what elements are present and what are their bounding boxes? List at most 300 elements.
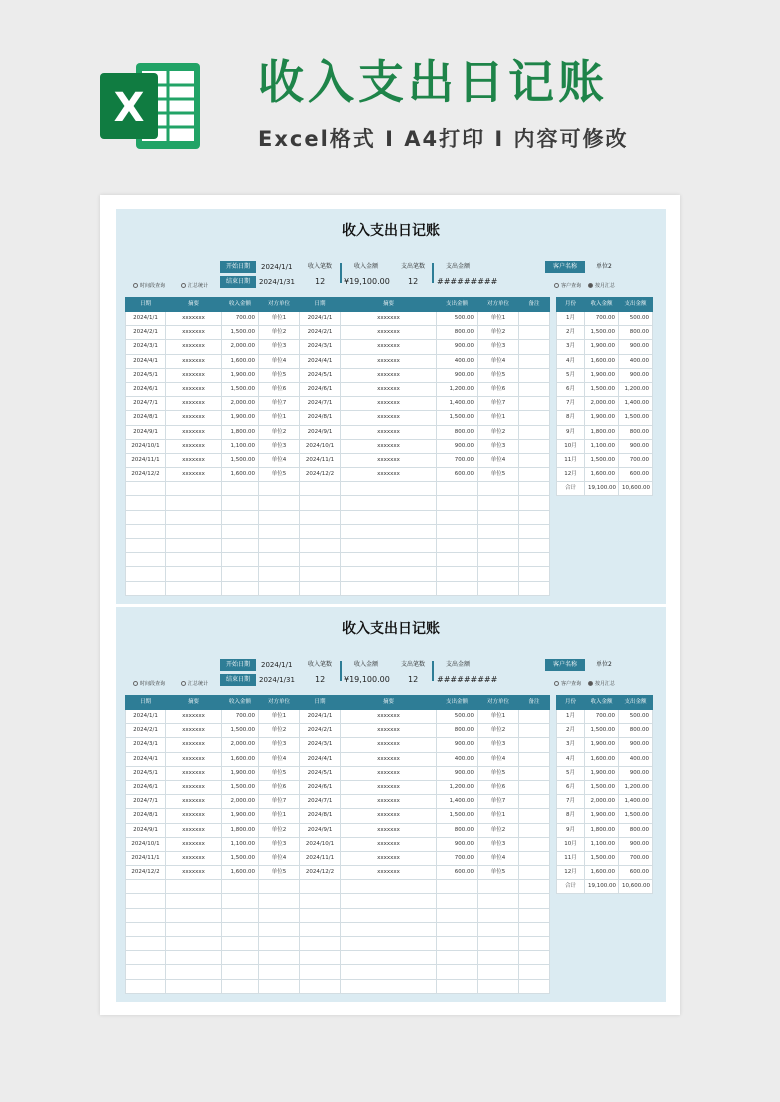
table-cell[interactable] — [437, 880, 478, 894]
table-cell[interactable] — [519, 823, 550, 837]
table-cell[interactable]: 2024/10/1 — [300, 439, 341, 453]
table-cell[interactable] — [222, 979, 259, 993]
table-cell[interactable]: 2024/12/2 — [300, 468, 341, 482]
table-cell[interactable]: 单位4 — [259, 453, 300, 467]
table-cell[interactable]: 1,500.00 — [222, 382, 259, 396]
table-cell[interactable]: 单位5 — [478, 468, 519, 482]
table-cell[interactable]: 单位2 — [478, 326, 519, 340]
table-cell[interactable] — [166, 908, 222, 922]
start-date-value[interactable]: 2024/1/1 — [261, 661, 293, 669]
table-cell[interactable]: xxxxxxx — [166, 766, 222, 780]
table-cell[interactable] — [300, 567, 341, 581]
table-cell[interactable]: 1,500.00 — [222, 453, 259, 467]
table-cell[interactable]: xxxxxxx — [166, 780, 222, 794]
table-cell[interactable] — [519, 965, 550, 979]
table-cell[interactable] — [519, 354, 550, 368]
table-cell[interactable]: 单位3 — [478, 340, 519, 354]
table-cell[interactable] — [259, 922, 300, 936]
table-cell[interactable] — [300, 524, 341, 538]
table-cell[interactable] — [166, 567, 222, 581]
table-cell[interactable]: 2024/4/1 — [126, 354, 166, 368]
table-cell[interactable]: 2024/6/1 — [300, 382, 341, 396]
table-cell[interactable] — [519, 851, 550, 865]
table-cell[interactable] — [300, 979, 341, 993]
table-cell[interactable]: xxxxxxx — [166, 326, 222, 340]
table-cell[interactable] — [126, 951, 166, 965]
table-cell[interactable]: 2024/7/1 — [126, 795, 166, 809]
table-cell[interactable] — [126, 510, 166, 524]
table-cell[interactable]: xxxxxxx — [166, 397, 222, 411]
table-cell[interactable] — [341, 539, 437, 553]
table-cell[interactable] — [300, 951, 341, 965]
table-cell[interactable] — [519, 411, 550, 425]
table-cell[interactable]: 1,800.00 — [222, 425, 259, 439]
table-cell[interactable]: xxxxxxx — [341, 326, 437, 340]
table-cell[interactable]: 1,200.00 — [437, 382, 478, 396]
table-cell[interactable]: 900.00 — [437, 340, 478, 354]
table-cell[interactable] — [166, 979, 222, 993]
table-cell[interactable] — [126, 908, 166, 922]
column-header[interactable]: 日期 — [300, 298, 341, 312]
table-cell[interactable]: xxxxxxx — [166, 752, 222, 766]
client-name-value[interactable]: 单位2 — [596, 263, 612, 270]
table-cell[interactable] — [222, 581, 259, 595]
table-cell[interactable] — [300, 553, 341, 567]
table-cell[interactable] — [437, 482, 478, 496]
column-header[interactable]: 摘要 — [341, 696, 437, 710]
table-cell[interactable]: 单位3 — [478, 439, 519, 453]
table-cell[interactable] — [222, 524, 259, 538]
table-cell[interactable]: 1,900.00 — [222, 809, 259, 823]
column-header[interactable]: 日期 — [126, 696, 166, 710]
table-cell[interactable]: 单位6 — [259, 382, 300, 396]
client-name-value[interactable]: 单位2 — [596, 661, 612, 668]
table-cell[interactable] — [126, 496, 166, 510]
table-cell[interactable] — [478, 539, 519, 553]
table-cell[interactable] — [222, 908, 259, 922]
table-cell[interactable] — [166, 581, 222, 595]
table-cell[interactable] — [478, 524, 519, 538]
table-cell[interactable]: 700.00 — [437, 453, 478, 467]
table-cell[interactable] — [341, 880, 437, 894]
table-cell[interactable] — [519, 453, 550, 467]
table-cell[interactable] — [519, 340, 550, 354]
table-cell[interactable] — [166, 482, 222, 496]
table-cell[interactable]: 单位2 — [259, 425, 300, 439]
table-cell[interactable] — [166, 937, 222, 951]
table-cell[interactable] — [166, 553, 222, 567]
table-cell[interactable] — [222, 510, 259, 524]
radio-time-range[interactable]: 时间段查询 — [133, 680, 165, 688]
table-cell[interactable]: 2024/7/1 — [300, 795, 341, 809]
table-cell[interactable]: 700.00 — [437, 851, 478, 865]
table-cell[interactable]: xxxxxxx — [341, 724, 437, 738]
table-cell[interactable]: 2024/6/1 — [126, 382, 166, 396]
table-cell[interactable]: 2024/11/1 — [126, 453, 166, 467]
table-cell[interactable]: 1,100.00 — [222, 837, 259, 851]
table-cell[interactable] — [519, 581, 550, 595]
table-cell[interactable]: 2024/1/1 — [300, 312, 341, 326]
table-cell[interactable] — [478, 496, 519, 510]
table-cell[interactable] — [222, 880, 259, 894]
table-cell[interactable] — [519, 866, 550, 880]
table-cell[interactable]: 单位4 — [259, 752, 300, 766]
table-cell[interactable]: 1,100.00 — [222, 439, 259, 453]
table-cell[interactable] — [519, 425, 550, 439]
column-header[interactable]: 日期 — [300, 696, 341, 710]
column-header[interactable]: 备注 — [519, 696, 550, 710]
table-cell[interactable] — [300, 965, 341, 979]
table-cell[interactable]: 单位4 — [478, 851, 519, 865]
table-cell[interactable]: 单位1 — [478, 710, 519, 724]
table-cell[interactable] — [437, 965, 478, 979]
table-cell[interactable] — [259, 482, 300, 496]
table-cell[interactable]: 2024/1/1 — [300, 710, 341, 724]
table-cell[interactable] — [519, 752, 550, 766]
table-cell[interactable]: xxxxxxx — [341, 837, 437, 851]
table-cell[interactable] — [300, 937, 341, 951]
radio-client-query[interactable]: 客户查询 — [554, 282, 581, 290]
table-cell[interactable] — [519, 553, 550, 567]
table-cell[interactable] — [519, 738, 550, 752]
table-cell[interactable] — [519, 710, 550, 724]
table-cell[interactable]: xxxxxxx — [166, 411, 222, 425]
table-cell[interactable]: 2024/9/1 — [300, 823, 341, 837]
end-date-value[interactable]: 2024/1/31 — [259, 278, 295, 286]
column-header[interactable]: 收入金额 — [222, 696, 259, 710]
table-cell[interactable]: xxxxxxx — [341, 738, 437, 752]
table-cell[interactable] — [222, 951, 259, 965]
table-cell[interactable]: 2024/4/1 — [126, 752, 166, 766]
table-cell[interactable] — [166, 496, 222, 510]
table-cell[interactable] — [126, 979, 166, 993]
table-cell[interactable]: 2024/10/1 — [126, 837, 166, 851]
table-cell[interactable]: 2024/2/1 — [126, 326, 166, 340]
table-cell[interactable]: 单位2 — [478, 724, 519, 738]
radio-monthly-summary[interactable]: 按月汇总 — [588, 680, 615, 688]
table-cell[interactable]: xxxxxxx — [166, 851, 222, 865]
table-cell[interactable]: 单位5 — [478, 766, 519, 780]
table-cell[interactable] — [519, 468, 550, 482]
table-cell[interactable] — [166, 880, 222, 894]
table-cell[interactable]: 1,800.00 — [222, 823, 259, 837]
table-cell[interactable] — [300, 496, 341, 510]
table-cell[interactable] — [126, 482, 166, 496]
table-cell[interactable]: 600.00 — [437, 468, 478, 482]
table-cell[interactable] — [126, 894, 166, 908]
table-cell[interactable]: 400.00 — [437, 354, 478, 368]
table-cell[interactable] — [222, 922, 259, 936]
table-cell[interactable] — [259, 553, 300, 567]
table-cell[interactable]: 单位4 — [478, 453, 519, 467]
table-cell[interactable] — [166, 894, 222, 908]
table-cell[interactable] — [519, 524, 550, 538]
table-cell[interactable]: 2024/10/1 — [126, 439, 166, 453]
table-cell[interactable] — [519, 937, 550, 951]
table-cell[interactable]: 800.00 — [437, 326, 478, 340]
table-cell[interactable]: xxxxxxx — [166, 312, 222, 326]
table-cell[interactable]: 单位1 — [478, 809, 519, 823]
column-header[interactable]: 支出金额 — [437, 298, 478, 312]
table-cell[interactable] — [478, 567, 519, 581]
table-cell[interactable]: 500.00 — [437, 710, 478, 724]
table-cell[interactable]: 单位6 — [478, 780, 519, 794]
column-header[interactable]: 摘要 — [166, 696, 222, 710]
table-cell[interactable]: 2024/2/1 — [300, 326, 341, 340]
table-cell[interactable]: xxxxxxx — [166, 724, 222, 738]
table-cell[interactable]: 900.00 — [437, 738, 478, 752]
table-cell[interactable]: 1,400.00 — [437, 397, 478, 411]
table-cell[interactable] — [437, 524, 478, 538]
table-cell[interactable] — [437, 922, 478, 936]
table-cell[interactable] — [519, 894, 550, 908]
table-cell[interactable]: 2024/8/1 — [300, 411, 341, 425]
table-cell[interactable]: 2024/1/1 — [126, 312, 166, 326]
table-cell[interactable] — [437, 553, 478, 567]
table-cell[interactable] — [341, 482, 437, 496]
table-cell[interactable]: 2024/6/1 — [300, 780, 341, 794]
table-cell[interactable]: 单位1 — [259, 411, 300, 425]
table-cell[interactable] — [519, 979, 550, 993]
table-cell[interactable]: 单位5 — [478, 866, 519, 880]
table-cell[interactable] — [300, 482, 341, 496]
table-cell[interactable]: xxxxxxx — [341, 312, 437, 326]
table-cell[interactable] — [519, 724, 550, 738]
table-cell[interactable]: 2024/12/2 — [126, 866, 166, 880]
table-cell[interactable]: xxxxxxx — [166, 468, 222, 482]
table-cell[interactable]: 1,200.00 — [437, 780, 478, 794]
table-cell[interactable]: 单位5 — [259, 368, 300, 382]
column-header[interactable]: 日期 — [126, 298, 166, 312]
table-cell[interactable]: 2,000.00 — [222, 795, 259, 809]
table-cell[interactable]: 2024/9/1 — [300, 425, 341, 439]
table-cell[interactable]: 2024/11/1 — [126, 851, 166, 865]
radio-client-query[interactable]: 客户查询 — [554, 680, 581, 688]
table-cell[interactable]: 单位2 — [259, 326, 300, 340]
table-cell[interactable] — [437, 894, 478, 908]
table-cell[interactable] — [126, 567, 166, 581]
table-cell[interactable]: 单位1 — [478, 411, 519, 425]
table-cell[interactable] — [519, 951, 550, 965]
table-cell[interactable]: xxxxxxx — [341, 425, 437, 439]
table-cell[interactable]: 1,500.00 — [222, 326, 259, 340]
table-cell[interactable] — [519, 397, 550, 411]
table-cell[interactable]: 2024/8/1 — [300, 809, 341, 823]
table-cell[interactable] — [166, 922, 222, 936]
table-cell[interactable] — [300, 908, 341, 922]
table-cell[interactable] — [166, 524, 222, 538]
table-cell[interactable] — [341, 951, 437, 965]
table-cell[interactable]: 2,000.00 — [222, 397, 259, 411]
table-cell[interactable] — [478, 510, 519, 524]
table-cell[interactable] — [259, 908, 300, 922]
table-cell[interactable] — [437, 979, 478, 993]
table-cell[interactable] — [478, 894, 519, 908]
table-cell[interactable]: 2024/2/1 — [300, 724, 341, 738]
table-cell[interactable]: 单位5 — [478, 368, 519, 382]
table-cell[interactable]: 2024/5/1 — [300, 368, 341, 382]
table-cell[interactable] — [126, 553, 166, 567]
table-cell[interactable] — [166, 951, 222, 965]
table-cell[interactable]: xxxxxxx — [166, 439, 222, 453]
table-cell[interactable]: xxxxxxx — [341, 468, 437, 482]
table-cell[interactable]: 单位7 — [259, 397, 300, 411]
table-cell[interactable] — [259, 894, 300, 908]
column-header[interactable]: 摘要 — [166, 298, 222, 312]
table-cell[interactable] — [519, 567, 550, 581]
table-cell[interactable]: xxxxxxx — [341, 780, 437, 794]
table-cell[interactable]: 800.00 — [437, 823, 478, 837]
table-cell[interactable]: 单位1 — [478, 312, 519, 326]
table-cell[interactable] — [478, 937, 519, 951]
table-cell[interactable]: 1,900.00 — [222, 766, 259, 780]
table-cell[interactable] — [222, 482, 259, 496]
table-cell[interactable] — [519, 837, 550, 851]
column-header[interactable]: 收入金额 — [222, 298, 259, 312]
column-header[interactable]: 对方单位 — [478, 696, 519, 710]
table-cell[interactable]: 600.00 — [437, 866, 478, 880]
end-date-value[interactable]: 2024/1/31 — [259, 676, 295, 684]
table-cell[interactable] — [341, 553, 437, 567]
table-cell[interactable]: xxxxxxx — [341, 368, 437, 382]
table-cell[interactable]: xxxxxxx — [341, 411, 437, 425]
table-cell[interactable] — [519, 326, 550, 340]
table-cell[interactable]: 2024/6/1 — [126, 780, 166, 794]
table-cell[interactable] — [259, 965, 300, 979]
table-cell[interactable]: 700.00 — [222, 710, 259, 724]
table-cell[interactable]: 1,500.00 — [437, 809, 478, 823]
table-cell[interactable]: 700.00 — [222, 312, 259, 326]
table-cell[interactable] — [437, 937, 478, 951]
table-cell[interactable] — [519, 439, 550, 453]
table-cell[interactable]: xxxxxxx — [166, 837, 222, 851]
table-cell[interactable]: xxxxxxx — [166, 425, 222, 439]
table-cell[interactable]: 2024/5/1 — [300, 766, 341, 780]
table-cell[interactable]: 1,500.00 — [222, 724, 259, 738]
table-cell[interactable] — [341, 922, 437, 936]
table-cell[interactable]: 单位7 — [259, 795, 300, 809]
table-cell[interactable]: xxxxxxx — [341, 397, 437, 411]
table-cell[interactable]: 2,000.00 — [222, 340, 259, 354]
radio-summary[interactable]: 汇总统计 — [181, 680, 208, 688]
table-cell[interactable]: 1,500.00 — [437, 411, 478, 425]
table-cell[interactable]: 900.00 — [437, 368, 478, 382]
table-cell[interactable]: 500.00 — [437, 312, 478, 326]
radio-time-range[interactable]: 时间段查询 — [133, 282, 165, 290]
table-cell[interactable] — [478, 951, 519, 965]
table-cell[interactable]: 1,500.00 — [222, 780, 259, 794]
table-cell[interactable] — [519, 482, 550, 496]
table-cell[interactable]: 2024/3/1 — [300, 340, 341, 354]
table-cell[interactable] — [341, 581, 437, 595]
table-cell[interactable]: 1,600.00 — [222, 354, 259, 368]
column-header[interactable]: 支出金额 — [437, 696, 478, 710]
table-cell[interactable]: xxxxxxx — [341, 823, 437, 837]
table-cell[interactable]: 单位3 — [259, 340, 300, 354]
table-cell[interactable]: 2024/8/1 — [126, 809, 166, 823]
table-cell[interactable] — [166, 965, 222, 979]
start-date-value[interactable]: 2024/1/1 — [261, 263, 293, 271]
table-cell[interactable]: 单位6 — [478, 382, 519, 396]
table-cell[interactable] — [341, 979, 437, 993]
table-cell[interactable]: 2024/9/1 — [126, 425, 166, 439]
table-cell[interactable]: xxxxxxx — [341, 382, 437, 396]
table-cell[interactable] — [341, 524, 437, 538]
table-cell[interactable] — [437, 496, 478, 510]
table-cell[interactable]: 1,900.00 — [222, 368, 259, 382]
table-cell[interactable] — [341, 965, 437, 979]
table-cell[interactable] — [222, 894, 259, 908]
table-cell[interactable] — [478, 965, 519, 979]
table-cell[interactable]: xxxxxxx — [341, 766, 437, 780]
table-cell[interactable]: xxxxxxx — [341, 439, 437, 453]
table-cell[interactable]: xxxxxxx — [166, 340, 222, 354]
table-cell[interactable]: 1,600.00 — [222, 468, 259, 482]
table-cell[interactable]: 单位5 — [259, 766, 300, 780]
table-cell[interactable]: 单位4 — [259, 851, 300, 865]
table-cell[interactable]: 单位2 — [478, 425, 519, 439]
table-cell[interactable] — [300, 922, 341, 936]
table-cell[interactable] — [341, 894, 437, 908]
table-cell[interactable]: xxxxxxx — [341, 752, 437, 766]
table-cell[interactable]: 单位4 — [478, 752, 519, 766]
table-cell[interactable]: xxxxxxx — [166, 795, 222, 809]
table-cell[interactable] — [259, 951, 300, 965]
table-cell[interactable] — [519, 795, 550, 809]
table-cell[interactable] — [341, 510, 437, 524]
table-cell[interactable]: 2024/7/1 — [126, 397, 166, 411]
table-cell[interactable]: 1,600.00 — [222, 866, 259, 880]
table-cell[interactable] — [222, 539, 259, 553]
table-cell[interactable]: xxxxxxx — [341, 453, 437, 467]
table-cell[interactable] — [478, 880, 519, 894]
table-cell[interactable] — [222, 567, 259, 581]
table-cell[interactable] — [259, 880, 300, 894]
table-cell[interactable]: 单位1 — [259, 809, 300, 823]
table-cell[interactable]: 单位3 — [478, 738, 519, 752]
table-cell[interactable]: 单位3 — [259, 837, 300, 851]
table-cell[interactable]: 1,900.00 — [222, 411, 259, 425]
table-cell[interactable] — [519, 780, 550, 794]
table-cell[interactable] — [126, 581, 166, 595]
table-cell[interactable] — [126, 922, 166, 936]
table-cell[interactable]: 单位2 — [259, 823, 300, 837]
table-cell[interactable] — [437, 510, 478, 524]
radio-monthly-summary[interactable]: 按月汇总 — [588, 282, 615, 290]
table-cell[interactable] — [437, 539, 478, 553]
table-cell[interactable]: 800.00 — [437, 425, 478, 439]
table-cell[interactable]: xxxxxxx — [166, 453, 222, 467]
table-cell[interactable] — [126, 965, 166, 979]
column-header[interactable]: 备注 — [519, 298, 550, 312]
table-cell[interactable] — [126, 539, 166, 553]
table-cell[interactable]: xxxxxxx — [341, 340, 437, 354]
table-cell[interactable]: 单位3 — [478, 837, 519, 851]
table-cell[interactable] — [300, 510, 341, 524]
table-cell[interactable] — [126, 524, 166, 538]
table-cell[interactable] — [478, 979, 519, 993]
table-cell[interactable]: 单位4 — [259, 354, 300, 368]
table-cell[interactable]: 单位3 — [259, 439, 300, 453]
table-cell[interactable]: 单位6 — [259, 780, 300, 794]
table-cell[interactable] — [519, 809, 550, 823]
table-cell[interactable]: 2024/12/2 — [126, 468, 166, 482]
table-cell[interactable]: 2024/11/1 — [300, 851, 341, 865]
table-cell[interactable] — [222, 496, 259, 510]
table-cell[interactable] — [519, 880, 550, 894]
table-cell[interactable]: 2024/7/1 — [300, 397, 341, 411]
table-cell[interactable] — [259, 581, 300, 595]
